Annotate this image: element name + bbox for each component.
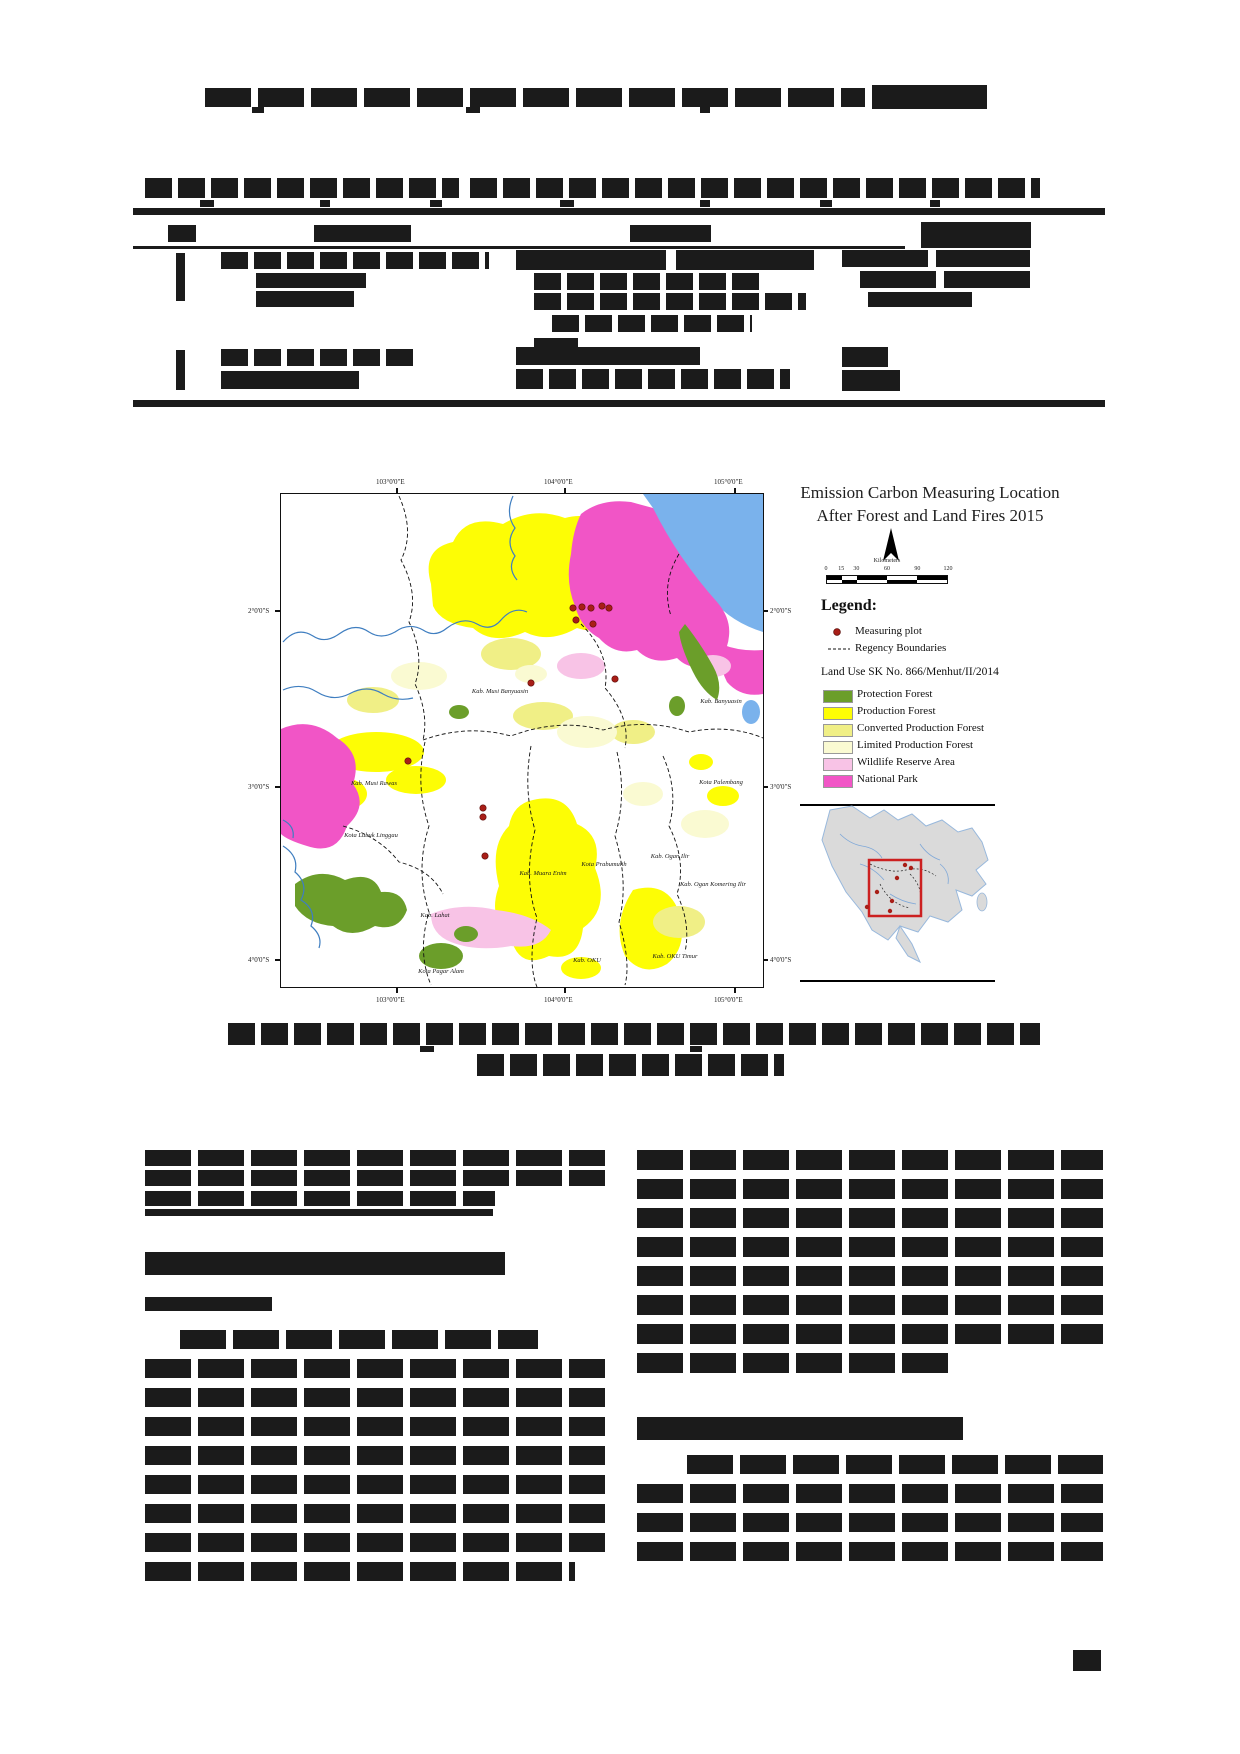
redacted-col-header bbox=[314, 225, 411, 242]
redacted-paragraph-line bbox=[637, 1150, 1103, 1170]
figure-title-line2: After Forest and Land Fires 2015 bbox=[816, 506, 1044, 525]
redacted-paragraph-line bbox=[145, 1359, 605, 1378]
axis-tick bbox=[275, 786, 280, 788]
redacted-cell bbox=[842, 250, 928, 267]
table-top-rule bbox=[133, 208, 1105, 215]
redacted-paragraph-line bbox=[145, 1191, 495, 1206]
legend-class-label: Protection Forest bbox=[857, 688, 933, 700]
legend-heading: Legend: bbox=[821, 597, 877, 614]
redacted-text bbox=[200, 200, 214, 207]
inset-island bbox=[822, 806, 988, 940]
lat-label: 4°0'0"S bbox=[770, 956, 792, 964]
legend-swatch bbox=[823, 758, 853, 771]
redacted-cell bbox=[221, 349, 419, 366]
lat-label: 3°0'0"S bbox=[248, 783, 270, 791]
redacted-paragraph-line bbox=[145, 1417, 605, 1436]
legend-swatch bbox=[823, 707, 853, 720]
axis-tick bbox=[396, 488, 398, 493]
redacted-paragraph-line bbox=[145, 1209, 493, 1216]
redacted-cell bbox=[516, 250, 666, 270]
redacted-paragraph-line bbox=[637, 1353, 953, 1373]
redacted-row-number bbox=[176, 350, 185, 390]
scalebar-ticks bbox=[826, 566, 956, 574]
axis-tick bbox=[763, 610, 768, 612]
inset-locator-map bbox=[800, 804, 995, 982]
sea-area bbox=[742, 700, 760, 724]
redacted-cell bbox=[842, 347, 888, 367]
legend-class-label: Converted Production Forest bbox=[857, 722, 985, 734]
redacted-paragraph-line bbox=[637, 1208, 1103, 1228]
axis-tick bbox=[564, 488, 566, 493]
redacted-text bbox=[930, 200, 940, 207]
inset-island bbox=[977, 893, 987, 911]
redacted-text bbox=[700, 107, 710, 113]
redacted-subsection-heading bbox=[637, 1417, 963, 1440]
lat-label: 2°0'0"S bbox=[770, 607, 792, 615]
redacted-cell bbox=[860, 271, 936, 288]
redacted-paragraph-line bbox=[145, 1562, 575, 1581]
redacted-subsection-heading bbox=[145, 1297, 272, 1311]
redacted-cell bbox=[676, 250, 814, 270]
axis-tick bbox=[734, 488, 736, 493]
lat-label: 2°0'0"S bbox=[248, 607, 270, 615]
redacted-cell bbox=[534, 273, 762, 290]
redacted-paragraph-line bbox=[637, 1237, 1103, 1257]
redacted-header bbox=[205, 88, 865, 107]
figure-title-line1: Emission Carbon Measuring Location bbox=[800, 483, 1060, 502]
district-label: Kab. Ogan Komering Ilir bbox=[679, 881, 747, 888]
redacted-col-header bbox=[168, 225, 196, 242]
redacted-figure-caption bbox=[228, 1023, 1040, 1045]
district-label: Kab. OKU bbox=[573, 957, 601, 964]
axis-tick bbox=[564, 988, 566, 993]
scalebar-tick: 120 bbox=[943, 566, 953, 572]
legend-swatch bbox=[823, 690, 853, 703]
legend-landuse-heading: Land Use SK No. 866/Menhut/II/2014 bbox=[821, 666, 999, 678]
scalebar-unit: Kilometers bbox=[873, 558, 901, 564]
redacted-cell bbox=[256, 291, 354, 307]
redacted-table-title bbox=[145, 178, 459, 198]
district-label: Kota Palembang bbox=[699, 779, 743, 786]
district-label: Kab. Banyuasin bbox=[700, 698, 742, 705]
lon-label: 104°0'0"E bbox=[544, 996, 573, 1004]
district-label: Kab. Musi Rawas bbox=[350, 780, 398, 787]
redacted-text bbox=[252, 107, 264, 113]
legend-swatch bbox=[823, 775, 853, 788]
district-label: Kota Lubuk Linggau bbox=[344, 832, 398, 839]
axis-tick bbox=[275, 959, 280, 961]
redacted-text bbox=[820, 200, 832, 207]
scalebar-tick: 60 bbox=[883, 566, 890, 572]
redacted-table-title bbox=[470, 178, 1040, 198]
redacted-cell bbox=[256, 273, 366, 288]
redacted-cell bbox=[842, 370, 900, 391]
redacted-paragraph-line bbox=[637, 1542, 1103, 1561]
redacted-figure-caption bbox=[477, 1054, 784, 1076]
redacted-paragraph-line bbox=[687, 1455, 1103, 1474]
legend-class-label: Wildlife Reserve Area bbox=[857, 756, 955, 768]
redacted-cell bbox=[516, 347, 700, 365]
redacted-row-number bbox=[176, 253, 185, 301]
redacted-header bbox=[872, 85, 987, 109]
redacted-cell bbox=[944, 271, 1030, 288]
redacted-cell bbox=[221, 371, 359, 389]
redacted-paragraph-line bbox=[637, 1513, 1103, 1532]
redacted-paragraph-line bbox=[637, 1484, 1103, 1503]
scalebar bbox=[826, 575, 948, 584]
north-arrow-icon bbox=[881, 528, 901, 562]
redacted-paragraph-line bbox=[145, 1446, 605, 1465]
legend-class-label: Limited Production Forest bbox=[857, 739, 974, 751]
scalebar-tick: 0 bbox=[824, 566, 828, 572]
table-bottom-rule bbox=[133, 400, 1105, 407]
district-label: Kab. Muara Enim bbox=[519, 870, 567, 877]
redacted-paragraph-line bbox=[145, 1170, 605, 1186]
figure-title bbox=[780, 481, 1080, 527]
redacted-text bbox=[320, 200, 330, 207]
lon-label: 104°0'0"E bbox=[544, 478, 573, 486]
scalebar-tick: 30 bbox=[853, 566, 860, 572]
redacted-text bbox=[690, 1046, 702, 1052]
measuring-plot-icon bbox=[831, 626, 843, 638]
inset-top-rule bbox=[800, 804, 995, 806]
district-label: Kab. Ogan Ilir bbox=[650, 853, 690, 860]
inset-bottom-rule bbox=[800, 980, 995, 982]
legend-class-label: Production Forest bbox=[857, 705, 936, 717]
redacted-cell bbox=[221, 252, 489, 269]
lon-label: 105°0'0"E bbox=[714, 478, 743, 486]
redacted-section-heading bbox=[145, 1252, 505, 1275]
redacted-col-header bbox=[630, 225, 711, 242]
legend-class-label: National Park bbox=[857, 773, 918, 785]
redacted-paragraph-line bbox=[145, 1475, 605, 1494]
regency-boundary-icon bbox=[828, 646, 850, 652]
redacted-cell bbox=[868, 292, 972, 307]
legend-swatch bbox=[823, 724, 853, 737]
district-label: Kab. Lahat bbox=[420, 912, 450, 919]
table-header-rule bbox=[133, 246, 905, 249]
redacted-paragraph-line bbox=[180, 1330, 538, 1349]
axis-tick bbox=[763, 786, 768, 788]
district-label: Kota Pagar Alam bbox=[418, 968, 464, 975]
lon-label: 105°0'0"E bbox=[714, 996, 743, 1004]
redacted-page-number bbox=[1073, 1650, 1101, 1671]
redacted-paragraph-line bbox=[145, 1150, 605, 1166]
legend-measuring-plot-label: Measuring plot bbox=[855, 625, 922, 637]
legend-swatch bbox=[823, 741, 853, 754]
axis-tick bbox=[275, 610, 280, 612]
redacted-text bbox=[430, 200, 442, 207]
redacted-paragraph-line bbox=[145, 1533, 605, 1552]
legend-regency-boundaries-label: Regency Boundaries bbox=[855, 642, 947, 654]
redacted-cell bbox=[552, 315, 752, 332]
redacted-cell bbox=[516, 369, 790, 389]
scalebar-tick: 15 bbox=[838, 566, 845, 572]
district-label: Kab. Musi Banyuasin bbox=[471, 688, 529, 695]
axis-tick bbox=[396, 988, 398, 993]
redacted-col-header bbox=[921, 222, 1031, 248]
lat-label: 3°0'0"S bbox=[770, 783, 792, 791]
redacted-cell bbox=[936, 250, 1030, 267]
lat-label: 4°0'0"S bbox=[248, 956, 270, 964]
redacted-cell bbox=[534, 293, 806, 310]
redacted-paragraph-line bbox=[145, 1388, 605, 1407]
main-map bbox=[280, 493, 764, 988]
redacted-text bbox=[700, 200, 710, 207]
district-label: Kota Prabumulih bbox=[581, 861, 627, 868]
redacted-text bbox=[560, 200, 574, 207]
lon-label: 103°0'0"E bbox=[376, 478, 405, 486]
redacted-paragraph-line bbox=[637, 1295, 1103, 1315]
redacted-paragraph-line bbox=[637, 1266, 1103, 1286]
redacted-paragraph-line bbox=[637, 1324, 1103, 1344]
redacted-paragraph-line bbox=[637, 1179, 1103, 1199]
redacted-text bbox=[420, 1046, 434, 1052]
axis-tick bbox=[763, 959, 768, 961]
district-label: Kab. OKU Timur bbox=[652, 953, 698, 960]
lon-label: 103°0'0"E bbox=[376, 996, 405, 1004]
redacted-paragraph-line bbox=[145, 1504, 605, 1523]
scalebar-tick: 90 bbox=[914, 566, 921, 572]
axis-tick bbox=[734, 988, 736, 993]
redacted-text bbox=[466, 107, 480, 113]
map-canvas bbox=[281, 494, 763, 987]
